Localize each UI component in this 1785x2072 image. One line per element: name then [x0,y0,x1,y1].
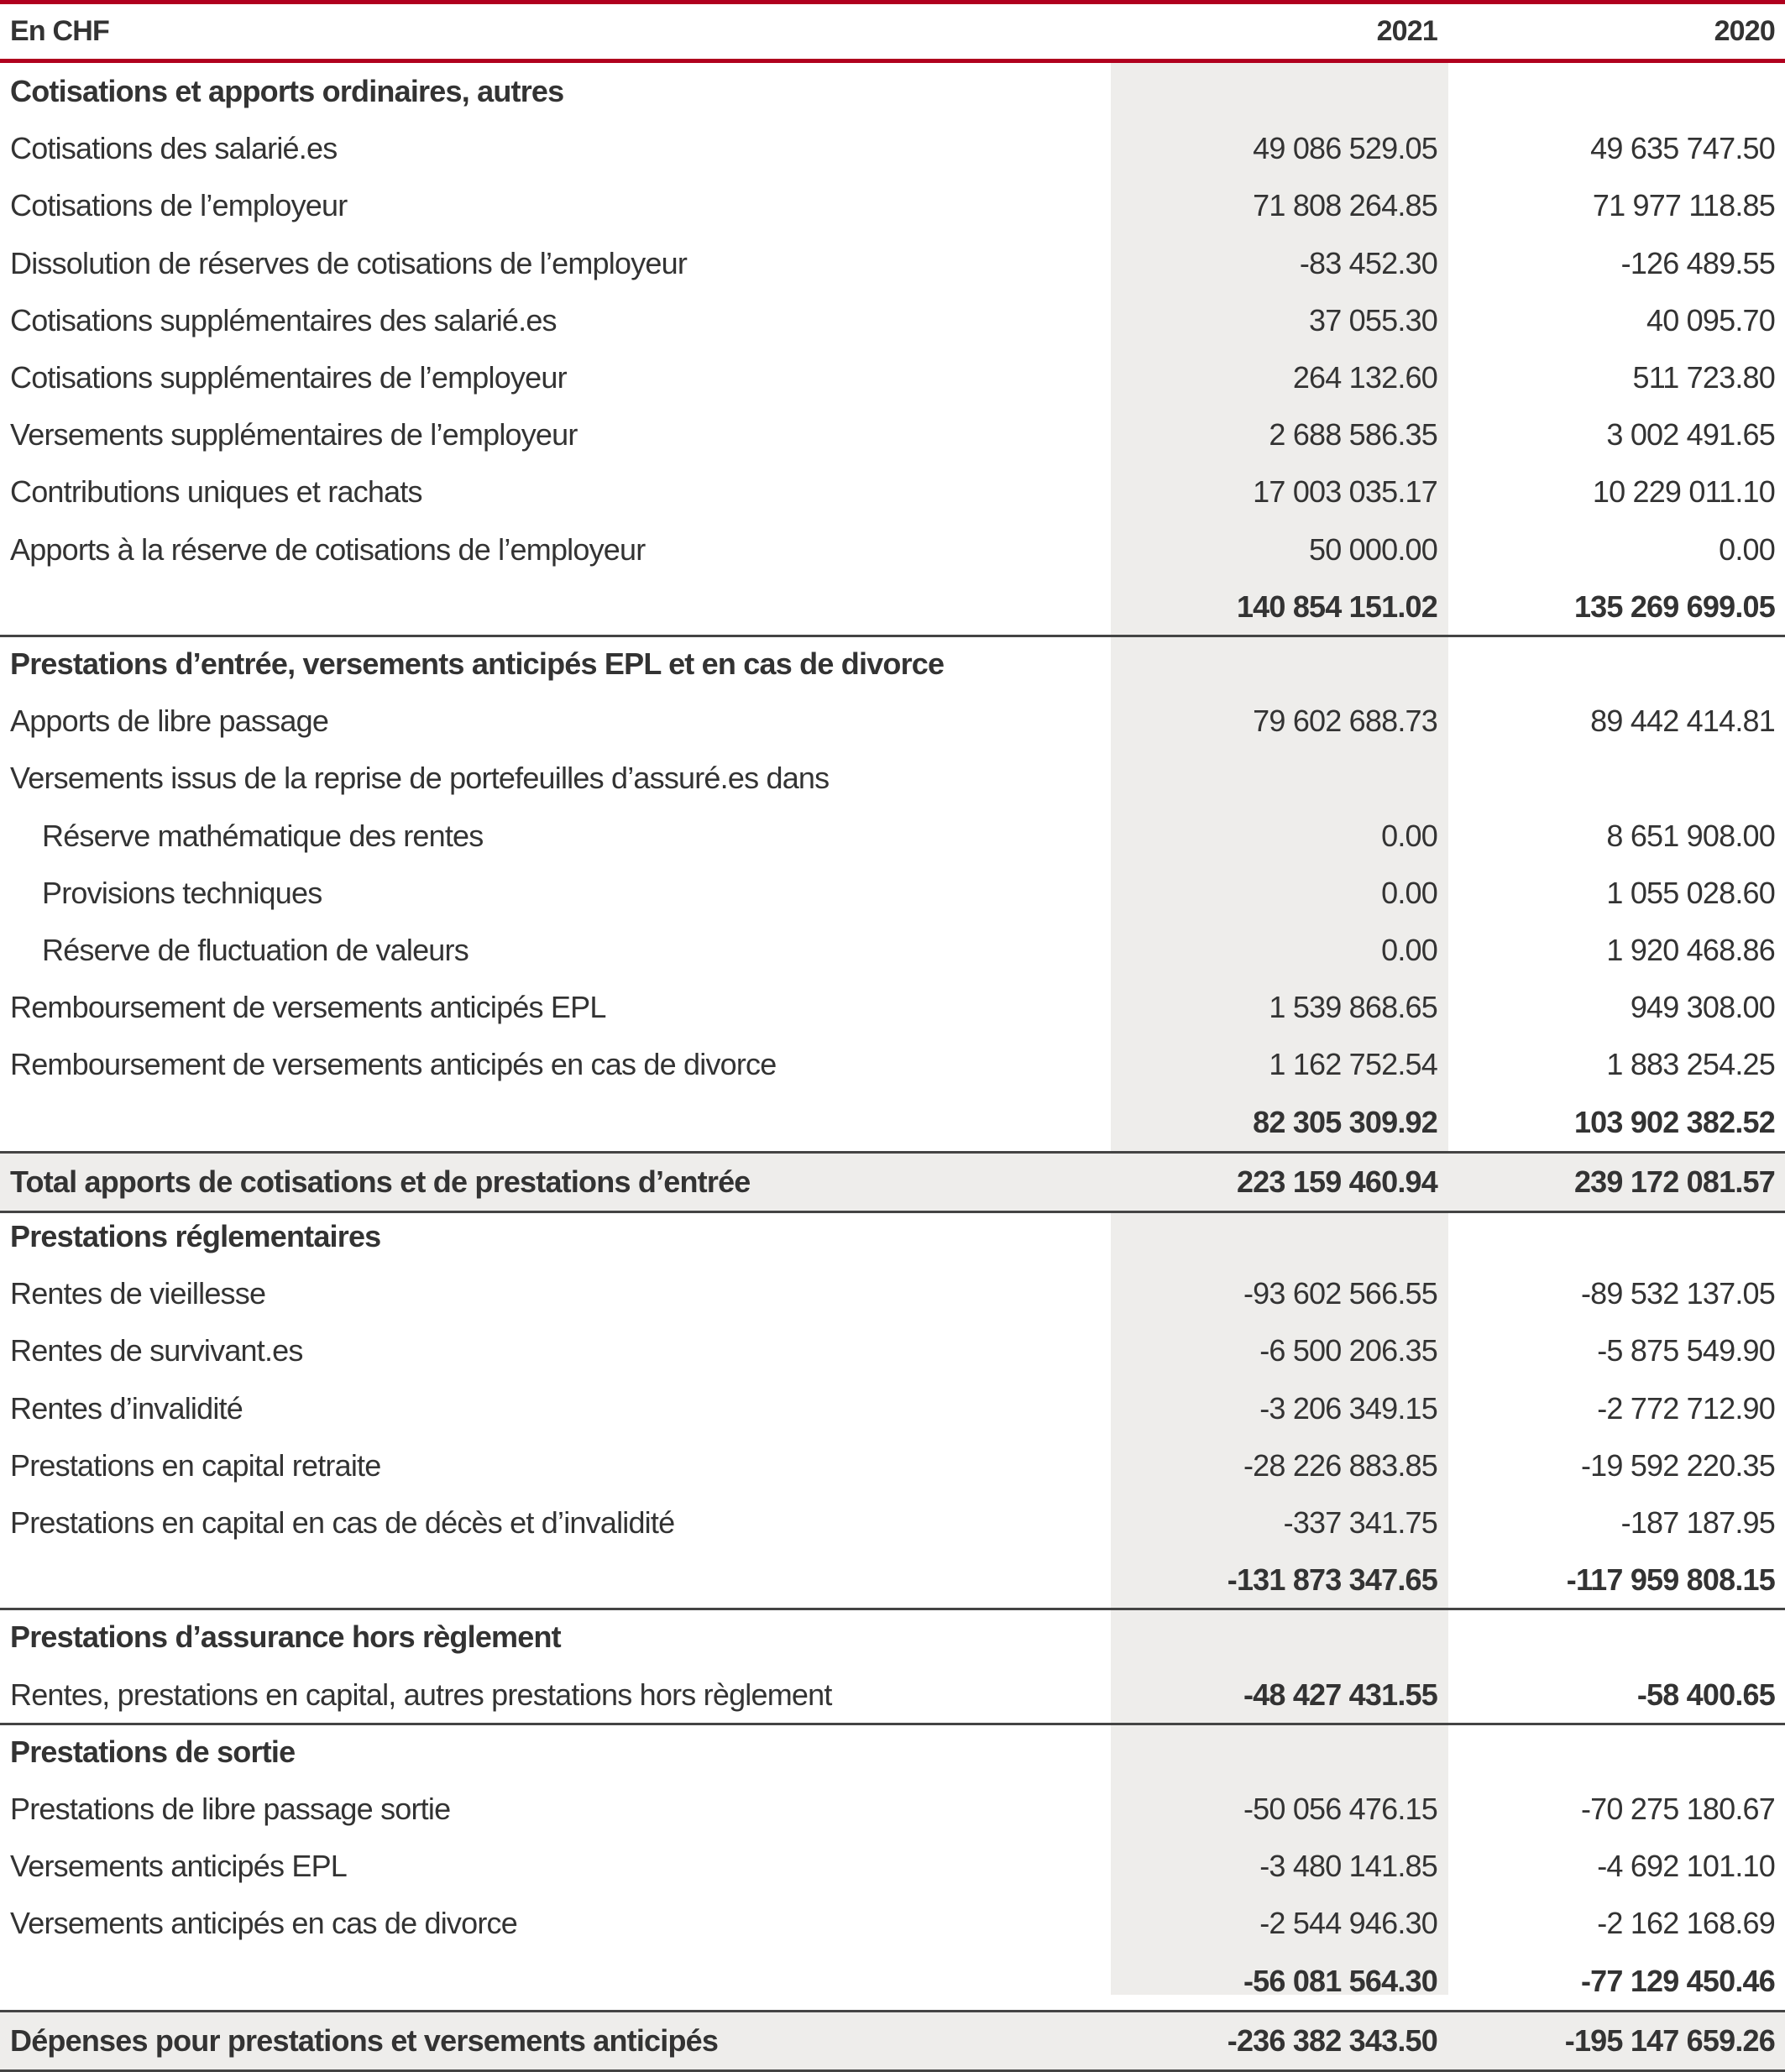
table-row [0,349,1785,406]
table-row [0,1781,1785,1838]
subtotal-row [0,1094,1785,1151]
row-label: Rentes, prestations en capital, autres prestations hors règlement [10,1677,832,1712]
value-2021: 79 602 688.73 [1253,704,1437,739]
value-2020: 40 095.70 [1646,302,1775,337]
value-2020: 0.00 [1719,531,1775,567]
value-2021: 82 305 309.92 [1253,1104,1437,1139]
value-2020: -5 875 549.90 [1597,1333,1775,1368]
table-row [0,1838,1785,1895]
table-header [0,4,1785,63]
value-2021: -3 480 141.85 [1259,1849,1437,1884]
value-2021: -337 341.75 [1283,1505,1437,1540]
table-row [0,922,1785,979]
section-title: Prestations de sortie [10,1734,296,1769]
value-2020: -58 400.65 [1636,1677,1775,1712]
value-2020: -2 772 712.90 [1597,1390,1775,1426]
row-label: Rentes de survivant.es [10,1333,303,1368]
value-2021: -56 081 564.30 [1243,1963,1437,1998]
row-label: Apports de libre passage [10,704,329,739]
value-2020: 135 269 699.05 [1573,589,1775,624]
row-label: Versements anticipés en cas de divorce [10,1906,517,1941]
value-2021: 1 539 868.65 [1269,990,1437,1025]
table-row [0,1437,1785,1494]
section-heading-row [0,1208,1785,1265]
row-label: Remboursement de versements anticipés EPL [10,990,606,1025]
value-2020: -77 129 450.46 [1580,1963,1775,1998]
value-2021: 0.00 [1381,875,1437,910]
value-2021: -28 226 883.85 [1243,1447,1437,1483]
value-2020: 71 977 118.85 [1592,188,1775,223]
value-2020: 1 883 254.25 [1606,1047,1775,1082]
value-2020: -117 959 808.15 [1566,1562,1775,1598]
value-2021: -48 427 431.55 [1243,1677,1437,1712]
value-2021: 49 086 529.05 [1253,131,1437,166]
value-2020: -89 532 137.05 [1580,1276,1775,1311]
value-2021: 71 808 264.85 [1253,188,1437,223]
value-2020: 10 229 011.10 [1592,474,1775,510]
value-2020: 949 308.00 [1630,990,1775,1025]
table-row [0,1322,1785,1379]
value-2021: 37 055.30 [1309,302,1437,337]
table-row [0,1666,1785,1724]
value-2020: -126 489.55 [1620,245,1775,280]
subtotal-row [0,1551,1785,1609]
value-2020: -4 692 101.10 [1597,1849,1775,1884]
value-2020: -70 275 180.67 [1580,1792,1775,1826]
value-2021: 17 003 035.17 [1253,474,1437,510]
value-2021: -3 206 349.15 [1259,1390,1437,1426]
row-label: Cotisations de l’employeur [10,188,348,223]
table-row [0,1895,1785,1952]
row-label: Réserve de fluctuation de valeurs [42,933,468,967]
table-row [0,177,1785,234]
value-2020: 3 002 491.65 [1606,417,1775,453]
value-2021: 264 132.60 [1292,360,1437,395]
row-label: Apports à la réserve de cotisations de l’employeur [10,531,646,567]
value-2021: -236 382 343.50 [1227,2022,1437,2058]
value-2020: 511 723.80 [1632,360,1775,395]
value-2020: 8 651 908.00 [1606,818,1775,853]
section-title: Cotisations et apports ordinaires, autres [10,74,564,108]
row-label: Prestations de libre passage sortie [10,1792,451,1826]
row-label: Remboursement de versements anticipés en cas de divorce [10,1047,777,1082]
row-label: Versements issus de la reprise de portefeuilles d’assuré.es dans [10,761,830,796]
value-2020: 89 442 414.81 [1590,704,1775,739]
value-2020: -19 592 220.35 [1580,1447,1775,1483]
row-label: Provisions techniques [42,875,322,910]
section-heading-row [0,1609,1785,1666]
value-2021: 0.00 [1381,818,1437,853]
value-2021: -93 602 566.55 [1243,1276,1437,1311]
table-row [0,406,1785,463]
row-label: Rentes d’invalidité [10,1390,243,1426]
table-row [0,1380,1785,1437]
year-2020-header: 2020 [1714,15,1775,47]
value-2021: -83 452.30 [1299,245,1437,280]
value-2020: 239 172 081.57 [1573,1164,1775,1199]
section-title: Prestations réglementaires [10,1219,381,1253]
table-row [0,808,1785,865]
total-row [0,2010,1785,2072]
row-label: Dissolution de réserves de cotisations de l’employeur [10,245,688,280]
value-2021: 140 854 151.02 [1236,589,1437,624]
value-2020: -195 147 659.26 [1564,2022,1775,2058]
row-label: Total apports de cotisations et de prestations d’entrée [10,1164,751,1199]
value-2021: -50 056 476.15 [1243,1792,1437,1826]
value-2020: 103 902 382.52 [1573,1104,1775,1139]
year-2021-header: 2021 [1376,15,1437,47]
value-2020: 49 635 747.50 [1590,131,1775,166]
row-label: Prestations en capital retraite [10,1447,381,1483]
subtotal-row [0,578,1785,636]
value-2021: 50 000.00 [1309,531,1437,567]
table-row [0,693,1785,750]
section-heading-row [0,63,1785,120]
subtotal-row [0,1953,1785,2010]
section-heading-row [0,636,1785,693]
table-row [0,1036,1785,1093]
table-row [0,521,1785,578]
row-label: Cotisations des salarié.es [10,131,338,166]
section-heading-row [0,1724,1785,1781]
table-row [0,235,1785,292]
row-label: Versements anticipés EPL [10,1849,348,1884]
value-2021: -6 500 206.35 [1259,1333,1437,1368]
value-2021: 0.00 [1381,933,1437,967]
table-row [0,292,1785,349]
row-label: Cotisations supplémentaires de l’employeur [10,360,567,395]
value-2021: 1 162 752.54 [1269,1047,1437,1082]
table-row [0,1265,1785,1322]
section-title: Prestations d’entrée, versements anticipés EPL et en cas de divorce [10,646,945,681]
row-label: Prestations en capital en cas de décès et d’invalidité [10,1505,675,1540]
value-2020: 1 920 468.86 [1606,933,1775,967]
section-title: Prestations d’assurance hors règlement [10,1619,561,1655]
value-2020: 1 055 028.60 [1606,875,1775,910]
table-row [0,120,1785,177]
table-row [0,463,1785,521]
row-label: Cotisations supplémentaires des salarié.es [10,302,557,337]
value-2021: -131 873 347.65 [1227,1562,1437,1598]
table-row [0,750,1785,807]
row-label: Rentes de vieillesse [10,1276,266,1311]
total-row [0,1151,1785,1213]
table-row [0,979,1785,1036]
value-2021: -2 544 946.30 [1259,1906,1437,1941]
value-2021: 2 688 586.35 [1269,417,1437,453]
row-label: Réserve mathématique des rentes [42,818,484,853]
value-2021: 223 159 460.94 [1236,1164,1437,1199]
table-row [0,1494,1785,1551]
currency-label: En CHF [10,15,109,47]
value-2020: -2 162 168.69 [1597,1906,1775,1941]
row-label: Versements supplémentaires de l’employeur [10,417,578,453]
value-2020: -187 187.95 [1620,1505,1775,1540]
row-label: Contributions uniques et rachats [10,474,422,510]
row-label: Dépenses pour prestations et versements anticipés [10,2022,719,2058]
table-row [0,865,1785,922]
